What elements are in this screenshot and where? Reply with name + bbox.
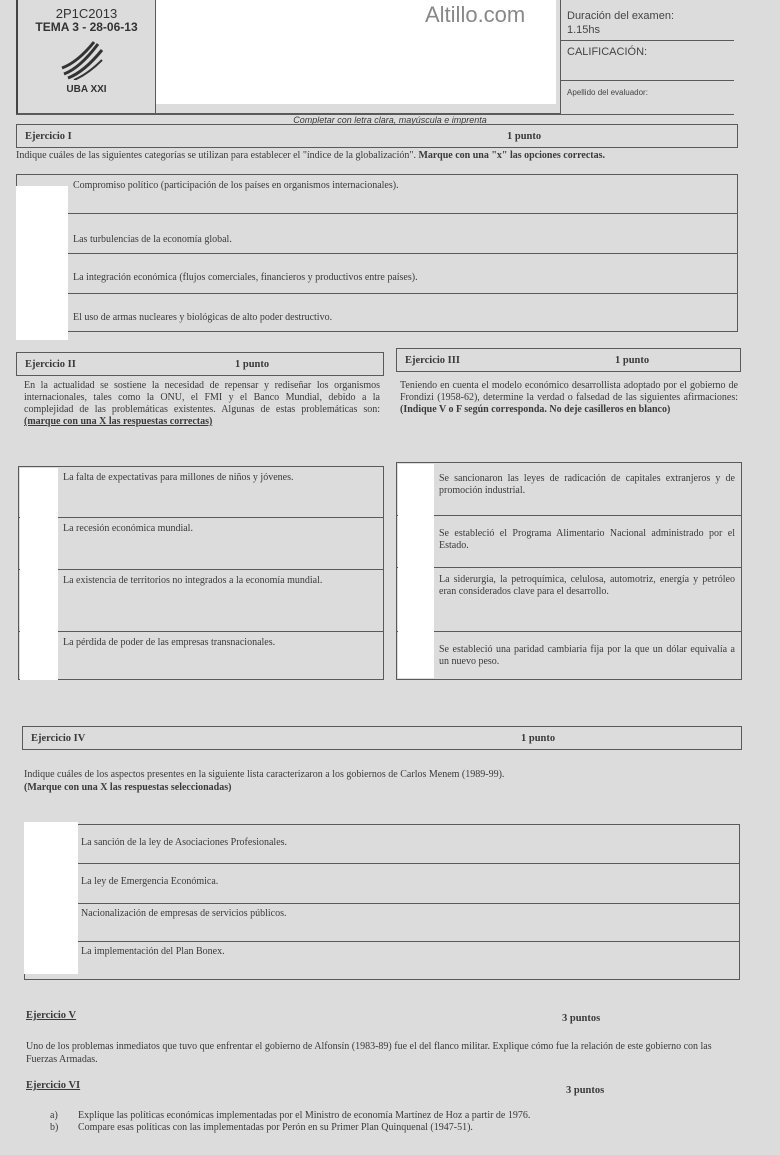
ej6-title: Ejercicio VI (26, 1080, 81, 1091)
option-text: La siderurgia, la petroquímica, celulosa, automotriz, energía y petróleo eran considerados clave para el desarrollo. (439, 574, 735, 597)
evaluator-label: Apellido del evaluador: (567, 88, 648, 97)
ej1-answer-checkbox-column[interactable] (16, 186, 68, 340)
option-row (17, 213, 737, 253)
option-text: Compromiso político (participación de los países en organismos internacionales). (73, 180, 399, 191)
ej3-points: 1 punto (615, 355, 650, 366)
option-row (17, 253, 737, 293)
duration-label: Duración del examen: (567, 10, 675, 22)
option-text: La ley de Emergencia Económica. (81, 876, 219, 887)
ej3-title: Ejercicio III (405, 355, 460, 366)
divider (561, 40, 734, 41)
ej2-answer-checkbox-column[interactable] (20, 468, 58, 680)
ej1-title: Ejercicio I (25, 131, 72, 142)
student-line (156, 104, 560, 114)
ej4-prompt-instruction: (Marque con una X las respuestas seleccionadas) (24, 782, 232, 793)
ej2-points: 1 punto (235, 359, 270, 370)
item-mark: b) (50, 1122, 59, 1133)
option-row (397, 515, 741, 567)
ej1-prompt (16, 150, 666, 162)
uba-logo-icon (60, 38, 104, 80)
ej3-title-bar (396, 348, 741, 372)
item-mark: a) (50, 1110, 58, 1121)
watermark: Altillo.com (425, 2, 526, 27)
ej4-title: Ejercicio IV (31, 733, 86, 744)
option-text: La falta de expectativas para millones de niños y jóvenes. (63, 472, 294, 483)
instruction-text: Completar con letra clara, mayúscula e imprenta (293, 115, 487, 125)
option-row (25, 941, 739, 981)
option-text: Las turbulencias de la economía global. (73, 234, 232, 245)
option-row (17, 293, 737, 333)
ej4-prompt (24, 768, 744, 794)
ej5-points: 3 puntos (562, 1013, 601, 1024)
grading-header (560, 0, 734, 114)
ej1-options-table (16, 174, 738, 332)
ej2-prompt-instruction: (marque con una X las respuestas correctas) (24, 416, 213, 427)
option-row (397, 567, 741, 631)
exam-code: 2P1C2013 (55, 6, 118, 21)
option-text: Se estableció una paridad cambiaria fija por la que un dólar equivalía a un nuevo peso. (439, 644, 735, 667)
option-text: La pérdida de poder de las empresas transnacionales. (63, 637, 276, 648)
option-row (19, 569, 383, 631)
option-text: Se sancionaron las leyes de radicación de capitales extranjeros y de promoción industrial. (439, 473, 735, 496)
grade-label: CALIFICACIÓN: (567, 46, 648, 58)
ej3-answer-vf-column[interactable] (398, 464, 434, 678)
exam-tema: TEMA 3 - 28-06-13 (35, 20, 138, 34)
option-row (17, 175, 737, 213)
ej3-prompt-text: Teniendo en cuenta el modelo económico desarrollista adoptado por el gobierno de Frondizi (1958-62), determine la verdad o falsedad de las siguientes afirmaciones: (400, 380, 738, 403)
ej4-answer-checkbox-column[interactable] (24, 822, 78, 974)
ej1-points: 1 punto (507, 131, 542, 142)
ej2-prompt-text: En la actualidad se sostiene la necesidad de repensar y rediseñar los organismos internacionales, tales como la ONU, el FMI y el Banco Mundial, debido a la complejidad de las problemáticas existentes. Algunas de estas problemáticas son: (24, 380, 380, 415)
ej1-prompt-instruction: Marque con una "x" las opciones correctas. (418, 150, 606, 161)
ej2-prompt (24, 380, 380, 428)
ej2-title-bar (16, 352, 384, 376)
ej3-prompt (400, 380, 738, 416)
exam-header-logo-box (16, 0, 156, 114)
option-row (397, 463, 741, 515)
option-text: Se estableció el Programa Alimentario Nacional administrado por el Estado. (439, 528, 735, 551)
ej5-title: Ejercicio V (26, 1010, 77, 1021)
ej6-items (50, 1110, 730, 1134)
option-row (25, 903, 739, 941)
option-text: La implementación del Plan Bonex. (81, 946, 225, 957)
ej1-title-bar (16, 124, 738, 148)
ej3-prompt-instruction: (Indique V o F según corresponda. No deje casilleros en blanco) (400, 404, 671, 415)
option-row (397, 631, 741, 681)
option-text: La recesión económica mundial. (63, 523, 193, 534)
option-text: La existencia de territorios no integrados a la economía mundial. (63, 575, 323, 586)
ej4-points: 1 punto (521, 733, 556, 744)
option-text: La integración económica (flujos comerciales, financieros y productivos entre países). (73, 272, 418, 283)
ej1-prompt-text: Indique cuáles de las siguientes categorías se utilizan para establecer el "índice de la globalización". (16, 150, 419, 161)
ej6-points: 3 puntos (566, 1085, 605, 1096)
ej4-prompt-text: Indique cuáles de los aspectos presentes en la siguiente lista caracterizaron a los gobiernos de Carlos Menem (1989-99). (24, 769, 505, 780)
option-row (25, 863, 739, 903)
option-row (19, 467, 383, 517)
ej4-options-table (24, 824, 740, 980)
option-text: El uso de armas nucleares y biológicas de alto poder destructivo. (73, 312, 333, 323)
ej6-item (50, 1122, 730, 1134)
option-text: La sanción de la ley de Asociaciones Profesionales. (81, 837, 288, 848)
duration-value: 1.15hs (567, 24, 601, 36)
ej6-item (50, 1110, 730, 1122)
option-row (25, 825, 739, 863)
option-row (19, 631, 383, 681)
item-text: Explique las políticas económicas implementadas por el Ministro de economía Martínez de Hoz a partir de 1976. (78, 1110, 531, 1121)
ej4-title-bar (22, 726, 742, 750)
option-text: Nacionalización de empresas de servicios públicos. (81, 908, 287, 919)
item-text: Compare esas políticas con las implementadas por Perón en su Primer Plan Quinquenal (1947-51). (78, 1122, 473, 1133)
ej5-text: Uno de los problemas inmediatos que tuvo que enfrentar el gobierno de Alfonsín (1983-89) fue el del flanco militar. Explique cómo fue la relación de este gobierno con las Fuerzas Armadas. (26, 1041, 712, 1065)
ej3-options-table (396, 462, 742, 680)
ej2-options-table (18, 466, 384, 680)
divider (561, 80, 734, 81)
uba-logo-text: UBA XXI (66, 84, 107, 95)
option-row (19, 517, 383, 569)
ej2-title: Ejercicio II (25, 359, 76, 370)
